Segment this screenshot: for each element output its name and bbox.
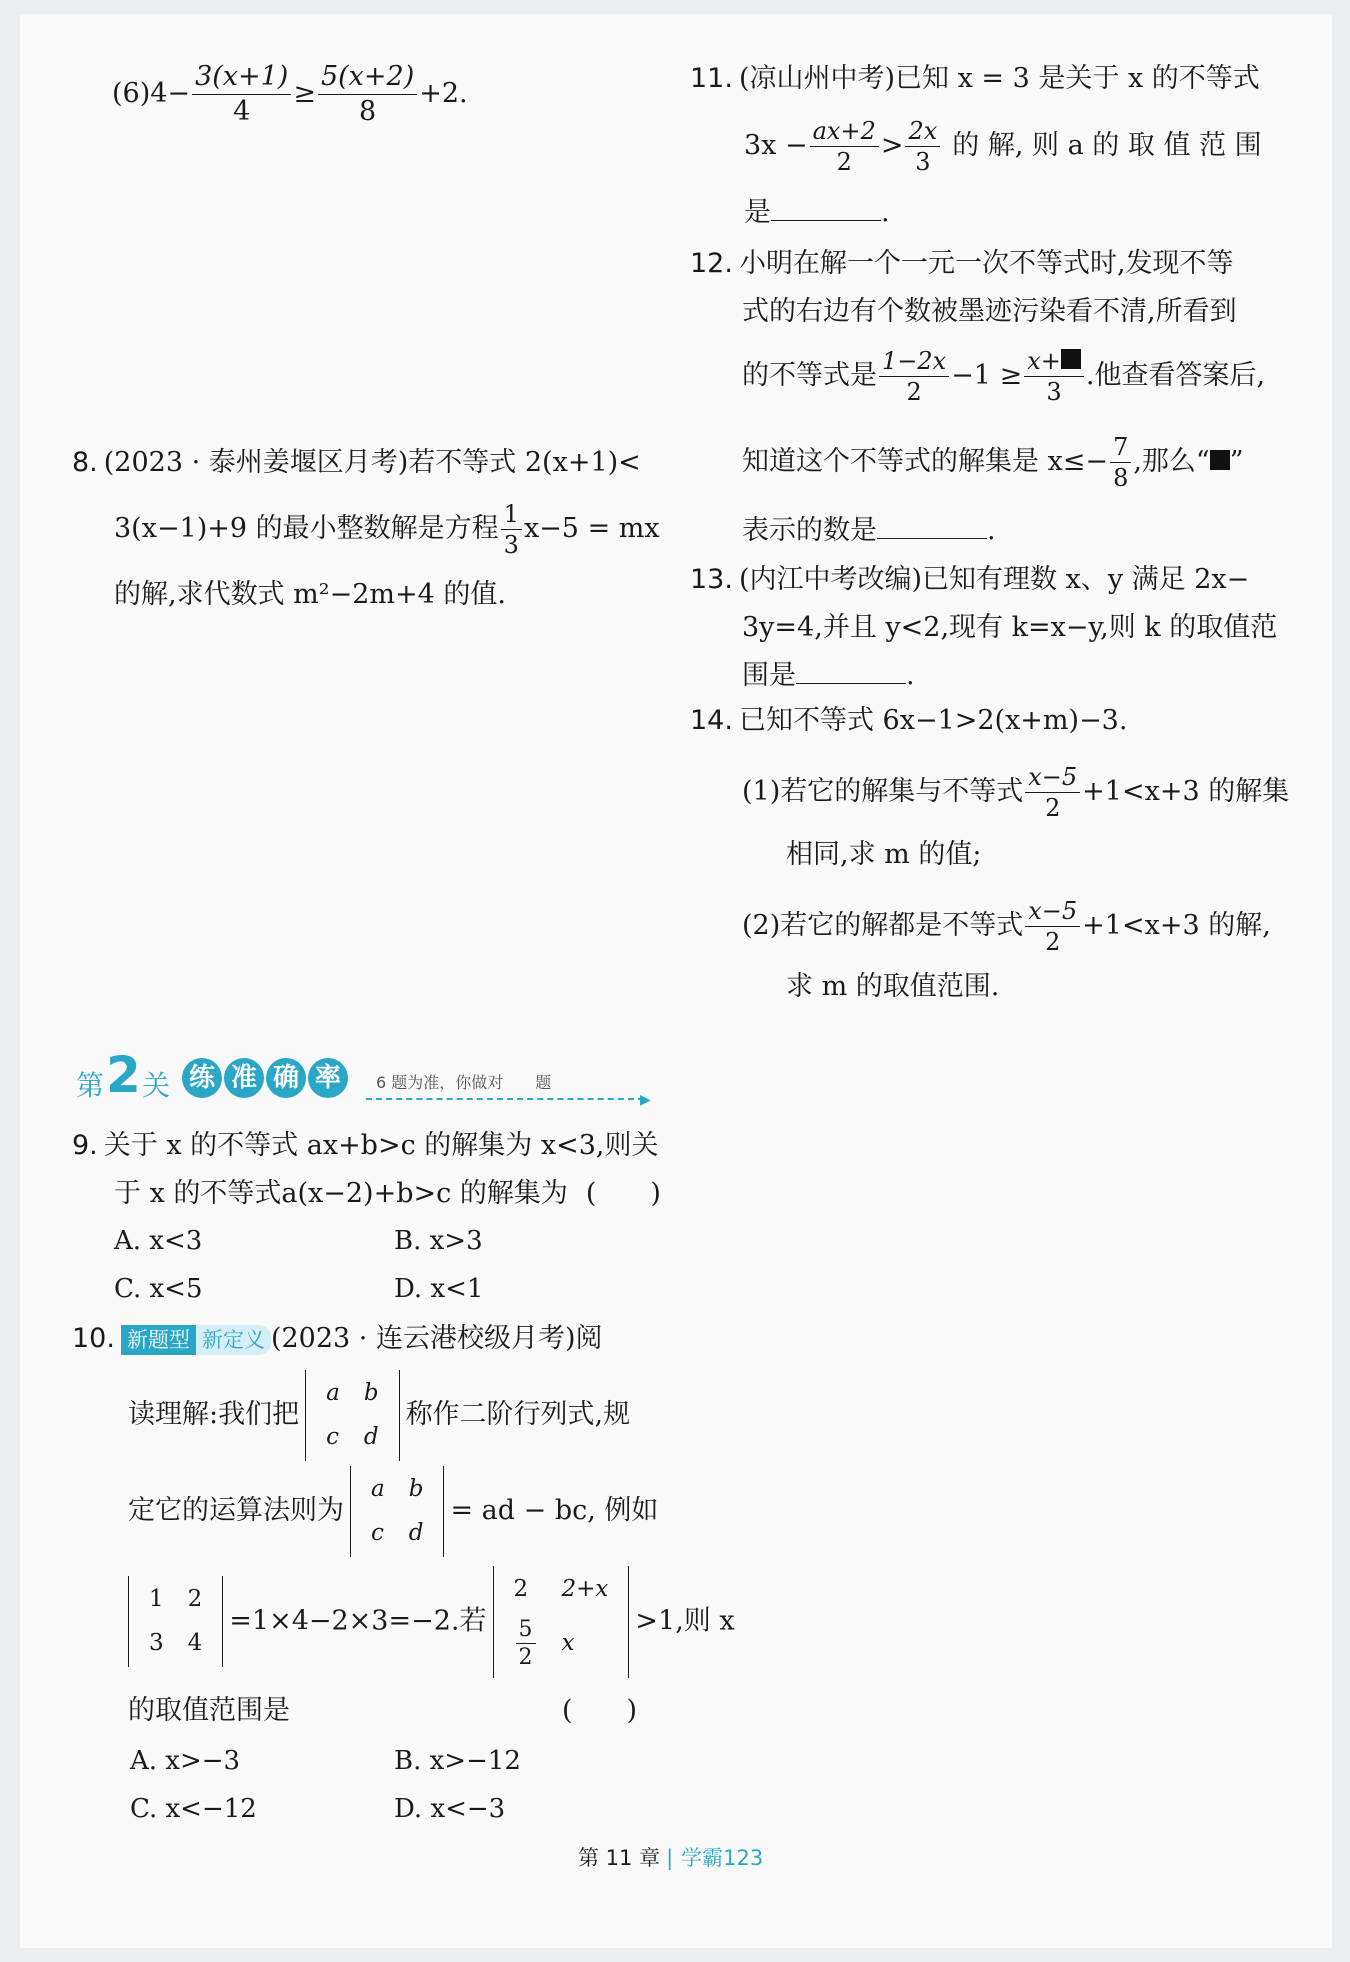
numerator: 7 [1110, 432, 1131, 463]
q10-line5 [128, 1690, 290, 1732]
q10-line4b: >1,则 x [635, 1605, 735, 1637]
q10-line3b: = ad − bc, 例如 [450, 1495, 659, 1527]
ink-blot-icon [1061, 349, 1081, 369]
q14-line1: 已知不等式 6x−1>2(x+m)−3. [738, 705, 1128, 736]
question-8 [72, 430, 660, 628]
det-cell: 2 [513, 1576, 529, 1602]
q9-line1: 关于 x 的不等式 ax+b>c 的解集为 x<3,则关 [103, 1130, 659, 1161]
question-10 [72, 1318, 602, 1360]
q8-line2b: x−5 = mx [523, 513, 660, 544]
q12-line3 [742, 346, 1265, 407]
section-char: 率 [308, 1058, 348, 1098]
det-cell: d [408, 1519, 424, 1546]
q6-tail: +2. [419, 77, 468, 109]
q11-line2a: 3x − [744, 130, 808, 161]
det-cell: b [408, 1476, 424, 1502]
q8-line2a: 3(x−1)+9 的最小整数解是方程 [114, 513, 499, 544]
q8-line3: 的解,求代数式 m²−2m+4 的值. [114, 579, 506, 610]
q14-p1b: +1<x+3 的解集 [1082, 776, 1290, 807]
fraction [905, 116, 940, 177]
option-a: A. x<3 [114, 1226, 203, 1256]
denominator: 2 [1045, 794, 1061, 822]
fraction [501, 499, 522, 560]
dashed-divider [366, 1098, 644, 1100]
q14-p1a: (1)若它的解集与不等式 [742, 776, 1024, 807]
question-14 [690, 700, 1127, 742]
q12-line3b: .他查看答案后, [1085, 360, 1266, 391]
question-number: 8. [72, 447, 98, 478]
question-12 [690, 240, 1237, 336]
det-cell: a [371, 1476, 385, 1502]
section-di: 第 [76, 1069, 105, 1102]
tag-new-definition: 新定义 [196, 1325, 271, 1355]
q13-line1: (内江中考改编)已知有理数 x、y 满足 2x− [738, 564, 1250, 595]
q10-line2b: 称作二阶行列式,规 [405, 1399, 631, 1431]
q13-line2: 3y=4,并且 y<2,现有 k=x−y,则 k 的取值范 [742, 612, 1278, 643]
q11-line3-text: 是 [744, 197, 771, 228]
q10-line3 [128, 1466, 658, 1557]
option-a: A. x>−3 [130, 1746, 241, 1776]
numerator: x+ [1027, 347, 1061, 375]
q12-line2: 式的右边有个数被墨迹污染看不清,所看到 [742, 296, 1237, 327]
q11-end: . [881, 197, 890, 228]
denominator: 2 [1045, 928, 1061, 956]
numerator: x−5 [1025, 762, 1080, 793]
det-cell: 1 [149, 1586, 164, 1613]
fraction [192, 60, 291, 129]
section-hint: 6 题为准，你做对 题 [376, 1073, 552, 1092]
q11-line3 [744, 192, 890, 234]
answer-blank[interactable] [771, 198, 881, 221]
q12-line5 [742, 510, 996, 552]
q12-line5-text: 表示的数是 [742, 515, 877, 546]
det-cell: b [363, 1380, 379, 1406]
numerator: ax+2 [810, 116, 879, 147]
option-d: D. x<−3 [394, 1794, 506, 1824]
q13-line3: 围是 [742, 660, 796, 691]
determinant [350, 1466, 444, 1557]
q10-line4a: =1×4−2×3=−2.若 [229, 1605, 487, 1637]
q10-line4 [128, 1566, 735, 1678]
question-number: 12. [690, 248, 733, 279]
q8-line1: (2023 · 泰州姜堰区月考)若不等式 2(x+1)< [103, 447, 641, 478]
denominator: 3 [1046, 378, 1062, 406]
q10-line5-text: 的取值范围是 [128, 1695, 290, 1726]
det-cell: 2 [187, 1586, 203, 1613]
fraction [1024, 346, 1084, 407]
question-6 [112, 60, 468, 129]
det-cell: a [326, 1380, 340, 1406]
q10-line3a: 定它的运算法则为 [128, 1495, 344, 1527]
option-c: C. x<5 [114, 1274, 203, 1304]
answer-paren: ( ) [562, 1695, 638, 1726]
det-cell: x [561, 1629, 575, 1656]
numerator: 5 [516, 1616, 536, 1645]
numerator: 5(x+2) [318, 60, 417, 95]
section-char: 准 [224, 1058, 264, 1098]
question-11 [690, 58, 1260, 100]
numerator: 2x [905, 116, 940, 147]
page-footer [578, 1842, 763, 1872]
section-header [76, 1046, 651, 1108]
chapter-label: 第 11 章 [578, 1846, 661, 1870]
q14-p1c: 相同,求 m 的值; [786, 839, 982, 870]
q11-line1: (凉山州中考)已知 x = 3 是关于 x 的不等式 [738, 63, 1260, 94]
fraction [1025, 762, 1080, 823]
question-number: 11. [690, 63, 733, 94]
q9-line2: 于 x 的不等式a(x−2)+b>c 的解集为 [114, 1178, 568, 1209]
q14-p2a: (2)若它的解都是不等式 [742, 910, 1024, 941]
q14-p2c: 求 m 的取值范围. [786, 971, 1000, 1002]
section-number: 2 [106, 1046, 141, 1104]
det-cell: 4 [187, 1629, 203, 1656]
option-b: B. x>−12 [394, 1746, 521, 1776]
q12-line4 [742, 432, 1244, 493]
question-number: 9. [72, 1130, 98, 1161]
question-number: 13. [690, 564, 733, 595]
q6-op: ≥ [293, 77, 316, 109]
det-cell: c [326, 1423, 339, 1450]
numerator: 1 [501, 499, 522, 530]
q12-line4b: ,那么“ [1133, 446, 1210, 477]
det-cell: 3 [149, 1629, 164, 1656]
q12-line4a: 知道这个不等式的解集是 x≤− [742, 446, 1109, 477]
ink-blot-icon [1210, 450, 1230, 470]
answer-blank[interactable] [877, 516, 987, 539]
denominator: 4 [233, 95, 251, 127]
fraction [1110, 432, 1131, 493]
question-number: 14. [690, 705, 733, 736]
fraction [318, 60, 417, 129]
det-cell: c [371, 1519, 384, 1546]
q10-line1: (2023 · 连云港校级月考)阅 [270, 1323, 603, 1354]
question-13 [690, 556, 1277, 700]
denominator: 2 [836, 148, 852, 176]
q14-part2 [742, 896, 1271, 957]
fraction [1025, 896, 1080, 957]
q14-part1 [742, 762, 1289, 823]
q11-line2 [744, 116, 1262, 177]
denominator: 3 [915, 148, 931, 176]
determinant [305, 1370, 399, 1461]
q11-gt: > [880, 130, 904, 161]
question-number: 10. [72, 1323, 115, 1354]
option-b: B. x>3 [394, 1226, 483, 1256]
section-char: 确 [266, 1058, 306, 1098]
option-c: C. x<−12 [130, 1794, 257, 1824]
det-cell: 2+x [561, 1576, 609, 1602]
denominator: 2 [518, 1645, 533, 1671]
q12-mid: −1 ≥ [951, 360, 1023, 391]
determinant [493, 1566, 630, 1678]
determinant [128, 1576, 223, 1667]
q11-line2b: 的 解, 则 a 的 取 值 范 围 [952, 130, 1262, 161]
q12-line4c: ” [1229, 446, 1244, 477]
q12-line3a: 的不等式是 [742, 360, 877, 391]
tag-new-type: 新题型 [121, 1325, 196, 1355]
q6-a: 4− [150, 77, 191, 109]
q12-end: . [987, 515, 996, 546]
numerator: 3(x+1) [192, 60, 291, 95]
q10-line2 [128, 1370, 630, 1461]
question-9 [72, 1122, 661, 1218]
fraction [879, 346, 949, 407]
q13-end: . [906, 660, 915, 691]
q6-label: (6) [112, 77, 151, 109]
fraction [516, 1616, 536, 1672]
denominator: 2 [906, 378, 922, 406]
brand-logo: 学霸123 [681, 1846, 764, 1870]
q14-p2b: +1<x+3 的解, [1082, 910, 1271, 941]
option-d: D. x<1 [394, 1274, 484, 1304]
q12-line1: 小明在解一个一元一次不等式时,发现不等 [738, 248, 1234, 279]
footer-divider: | [666, 1846, 674, 1870]
section-char: 练 [182, 1058, 222, 1098]
det-cell: d [363, 1423, 379, 1450]
arrow-icon: ▶ [640, 1092, 651, 1108]
numerator: x−5 [1025, 896, 1080, 927]
section-guan: 关 [142, 1069, 171, 1102]
denominator: 8 [1113, 464, 1129, 492]
denominator: 3 [503, 531, 519, 559]
numerator: 1−2x [879, 346, 949, 377]
fraction [810, 116, 879, 177]
answer-paren: ( ) [585, 1178, 661, 1209]
q10-line2a: 读理解:我们把 [128, 1399, 300, 1431]
denominator: 8 [359, 95, 377, 127]
answer-blank[interactable] [796, 661, 906, 684]
